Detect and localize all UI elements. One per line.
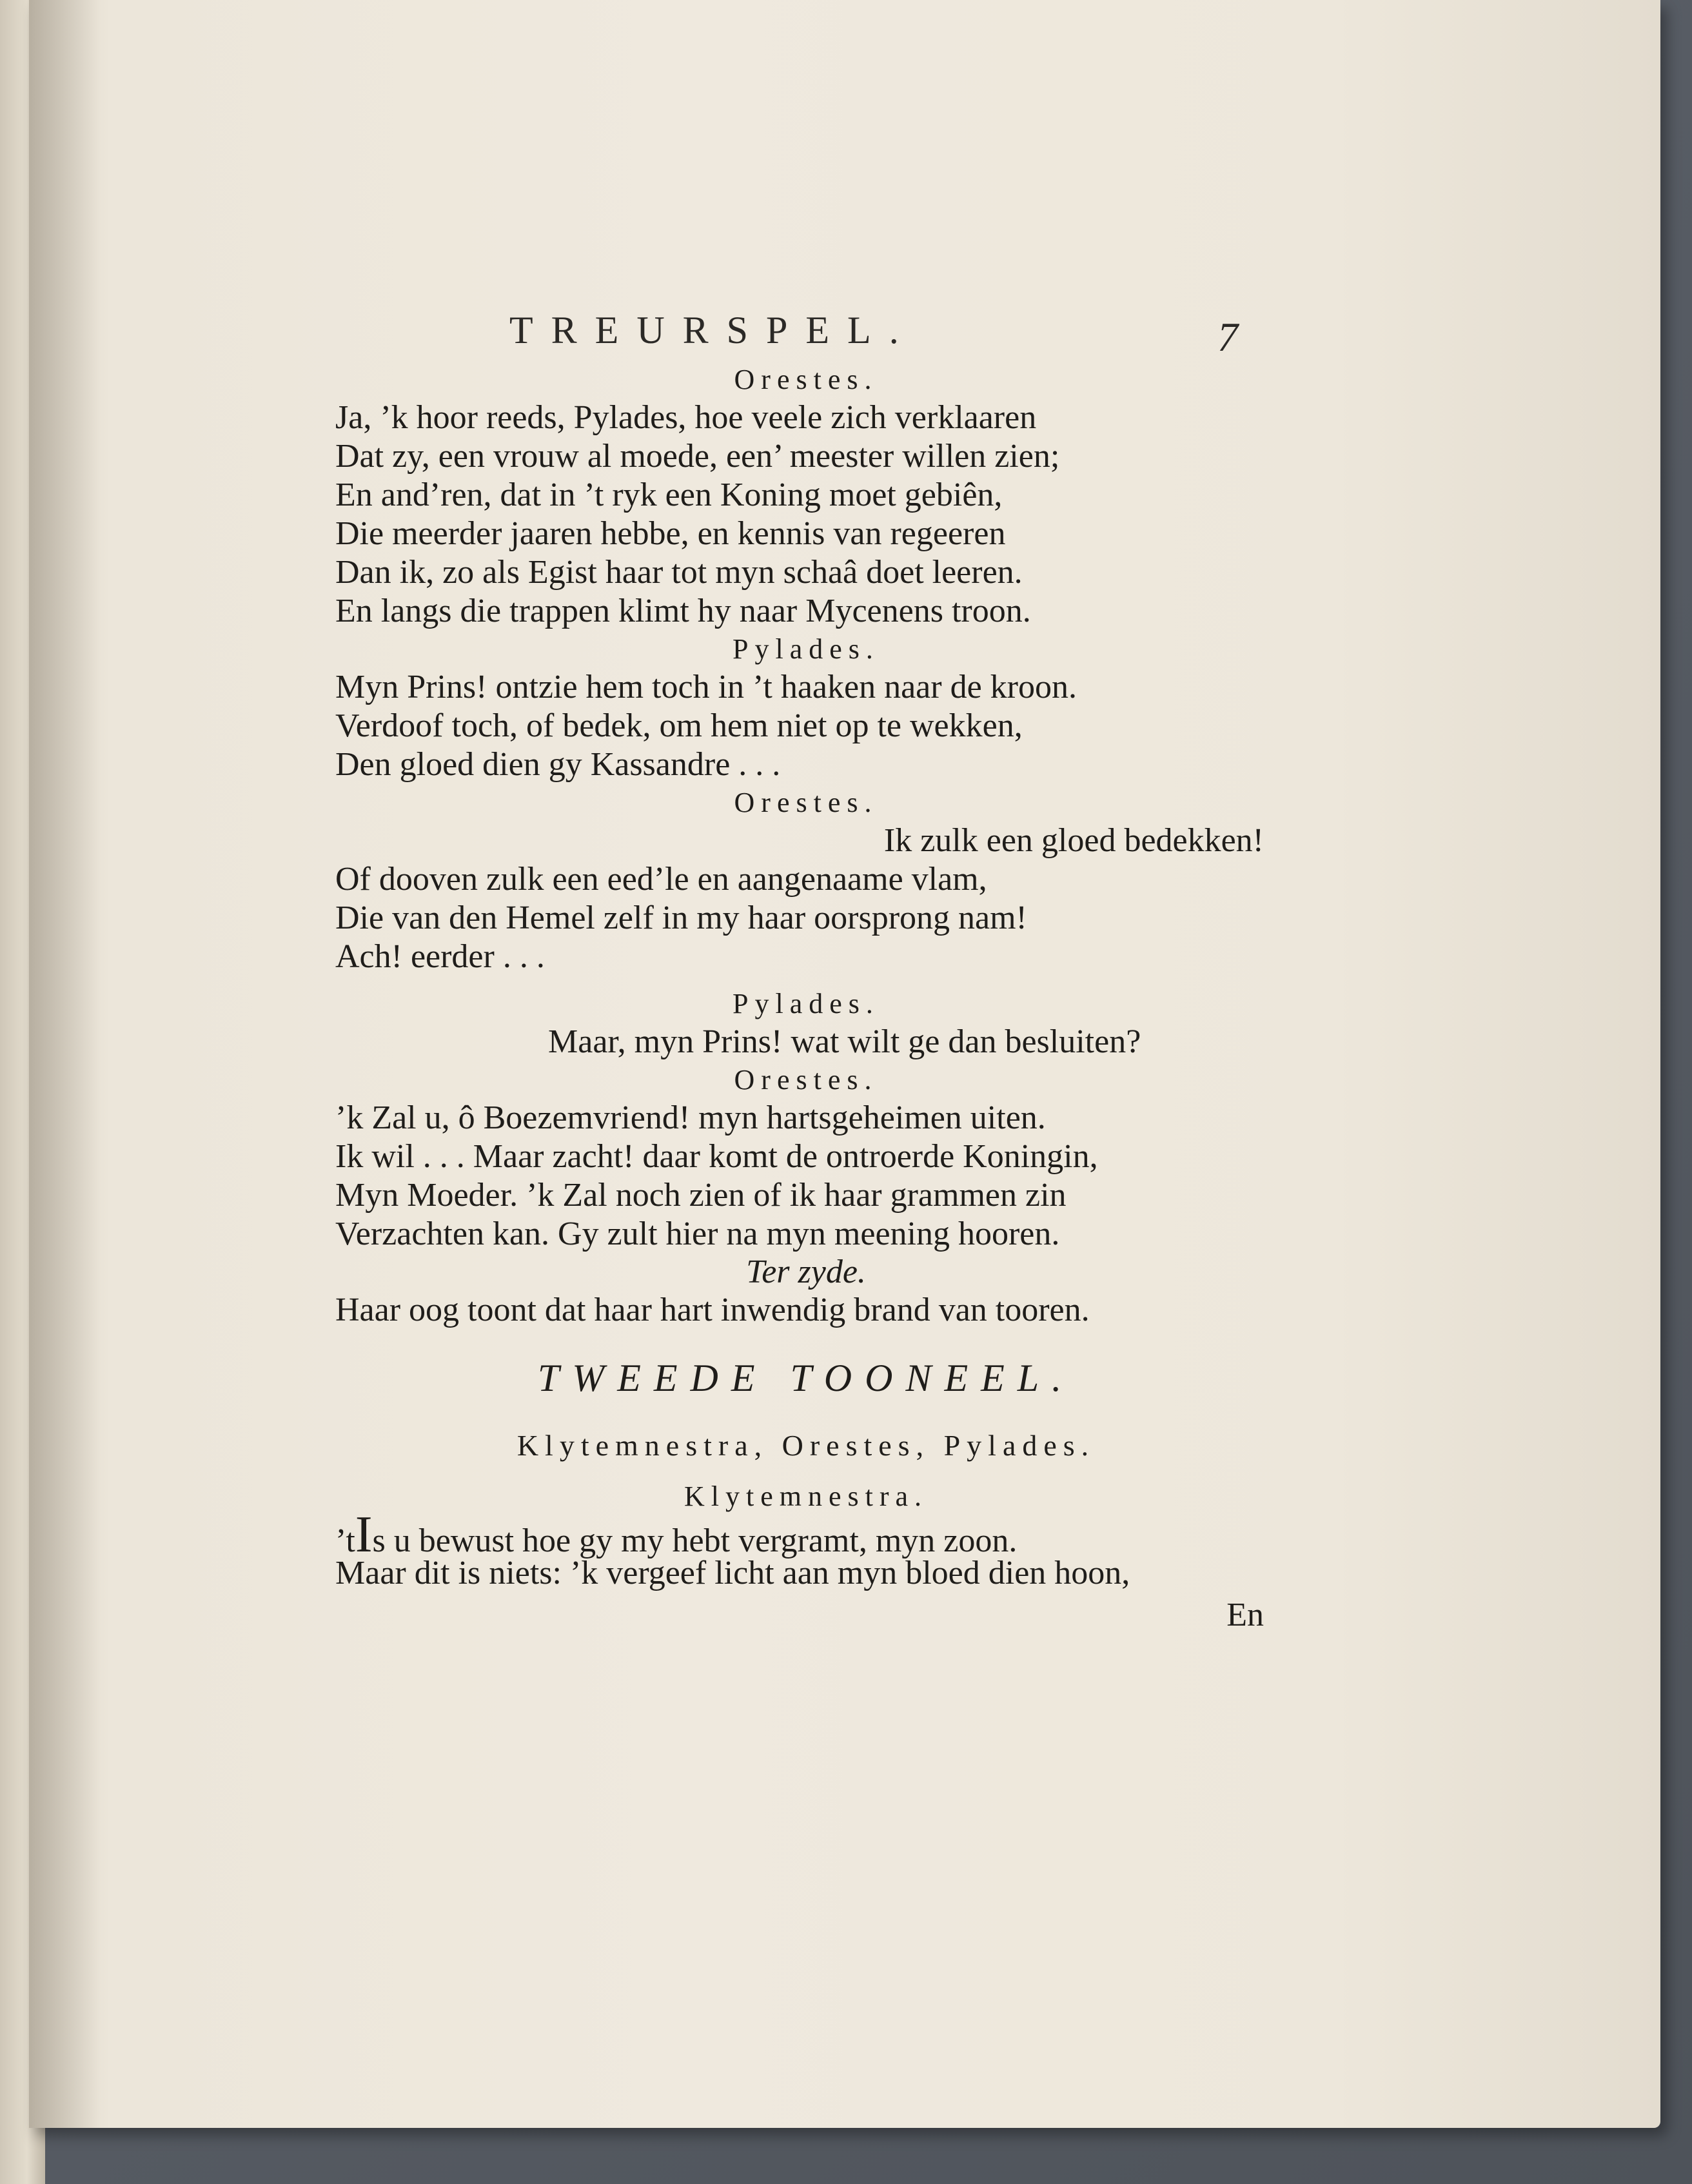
speaker-name: Orestes. bbox=[734, 787, 878, 818]
verse-line: Ik wil . . . Maar zacht! daar komt de ontroerde Koningin, bbox=[335, 1138, 1098, 1175]
page-gutter bbox=[29, 0, 100, 2128]
speaker-name: Pylades. bbox=[733, 988, 880, 1019]
verse-line: Die van den Hemel zelf in my haar oorsprong nam! bbox=[335, 900, 1027, 936]
page-number: 7 bbox=[1217, 314, 1238, 360]
verse-line: Den gloed dien gy Kassandre . . . bbox=[335, 746, 781, 783]
scene-heading: TWEEDE TOONEEL. bbox=[537, 1357, 1075, 1399]
catchword: En bbox=[1226, 1597, 1264, 1633]
verse-line-continuation: Maar, myn Prins! wat wilt ge dan besluiten? bbox=[548, 1023, 1141, 1060]
speaker-name: Orestes. bbox=[734, 1064, 878, 1096]
verse-line-first bbox=[335, 1506, 1277, 1563]
verse-line: Die meerder jaaren hebbe, en kennis van regeeren bbox=[335, 515, 1006, 552]
line-rest: s u bewust hoe gy my hebt vergramt, myn zoon. bbox=[372, 1522, 1018, 1559]
verse-line: En langs die trappen klimt hy naar Mycenens troon. bbox=[335, 593, 1031, 629]
speaker-name: Orestes. bbox=[734, 364, 878, 395]
scene-characters: Klytemnestra, Orestes, Pylades. bbox=[516, 1429, 1096, 1462]
page-header bbox=[335, 308, 1277, 360]
verse-line: Myn Prins! ontzie hem toch in ’t haaken naar de kroon. bbox=[335, 669, 1077, 705]
verse-line: Haar oog toont dat haar hart inwendig brand van tooren. bbox=[335, 1292, 1090, 1328]
verse-line: Ach! eerder . . . bbox=[335, 938, 545, 975]
drop-capital: I bbox=[355, 1506, 373, 1563]
verse-line: Verdoof toch, of bedek, om hem niet op te wekken, bbox=[335, 707, 1023, 744]
verse-line: En and’ren, dat in ’t ryk een Koning moet gebiên, bbox=[335, 477, 1003, 513]
verse-line: Myn Moeder. ’k Zal noch zien of ik haar grammen zin bbox=[335, 1177, 1067, 1214]
verse-line: Of dooven zulk een eed’le en aangenaame vlam, bbox=[335, 861, 987, 898]
speaker-name: Klytemnestra. bbox=[684, 1481, 929, 1512]
verse-line: Maar dit is niets: ’k vergeef licht aan myn bloed dien hoon, bbox=[335, 1555, 1130, 1591]
stage-direction: Ter zyde. bbox=[746, 1254, 866, 1290]
line-prefix: ’t bbox=[335, 1522, 355, 1559]
speaker-name: Pylades. bbox=[733, 633, 880, 665]
verse-line-continuation: Ik zulk een gloed bedekken! bbox=[883, 822, 1264, 859]
play-text bbox=[335, 361, 1277, 1638]
verse-line: Ja, ’k hoor reeds, Pylades, hoe veele zich verklaaren bbox=[335, 399, 1037, 436]
verse-line: Dat zy, een vrouw al moede, een’ meester willen zien; bbox=[335, 438, 1060, 475]
verse-line: Verzachten kan. Gy zult hier na myn meening hooren. bbox=[335, 1215, 1060, 1252]
running-head: TREURSPEL. bbox=[509, 309, 917, 351]
verse-line: ’k Zal u, ô Boezemvriend! myn hartsgeheimen uiten. bbox=[335, 1099, 1046, 1136]
verse-line: Dan ik, zo als Egist haar tot myn schaâ doet leeren. bbox=[335, 554, 1023, 591]
